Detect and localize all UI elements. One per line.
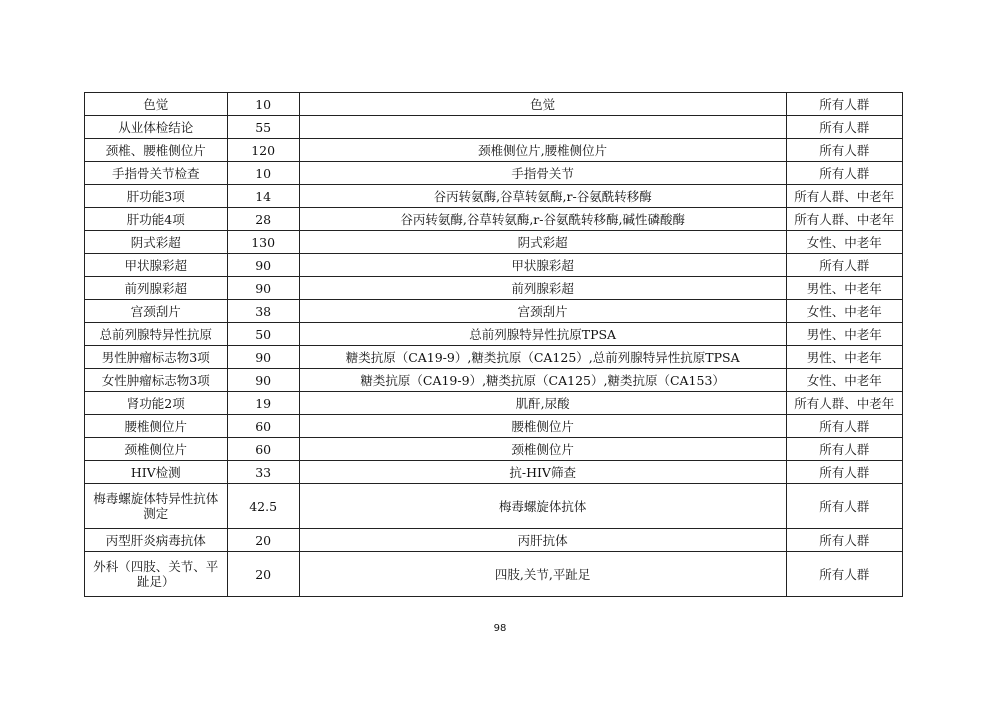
content-cell: 前列腺彩超 bbox=[299, 277, 786, 300]
table-row bbox=[85, 300, 903, 323]
content-cell: 腰椎侧位片 bbox=[299, 415, 786, 438]
price-cell: 90 bbox=[227, 254, 299, 277]
price-cell: 28 bbox=[227, 208, 299, 231]
target-group-cell: 女性、中老年 bbox=[786, 300, 902, 323]
content-cell: 宫颈刮片 bbox=[299, 300, 786, 323]
price-cell: 38 bbox=[227, 300, 299, 323]
target-group-cell: 所有人群 bbox=[786, 254, 902, 277]
content-cell: 阴式彩超 bbox=[299, 231, 786, 254]
item-name-cell: 丙型肝炎病毒抗体 bbox=[85, 529, 228, 552]
item-name-cell: HIV检测 bbox=[85, 461, 228, 484]
table-row bbox=[85, 415, 903, 438]
target-group-cell: 所有人群 bbox=[786, 162, 902, 185]
table-row bbox=[85, 162, 903, 185]
target-group-cell: 所有人群、中老年 bbox=[786, 208, 902, 231]
item-name-cell: 前列腺彩超 bbox=[85, 277, 228, 300]
table-row bbox=[85, 116, 903, 139]
table-row bbox=[85, 552, 903, 597]
item-name-cell: 外科（四肢、关节、平趾足） bbox=[85, 552, 228, 597]
target-group-cell: 女性、中老年 bbox=[786, 369, 902, 392]
item-name-cell: 手指骨关节检查 bbox=[85, 162, 228, 185]
price-cell: 90 bbox=[227, 277, 299, 300]
target-group-cell: 所有人群 bbox=[786, 438, 902, 461]
target-group-cell: 所有人群、中老年 bbox=[786, 185, 902, 208]
table-row bbox=[85, 185, 903, 208]
item-name-cell: 男性肿瘤标志物3项 bbox=[85, 346, 228, 369]
price-cell: 33 bbox=[227, 461, 299, 484]
table-row bbox=[85, 484, 903, 529]
price-cell: 60 bbox=[227, 415, 299, 438]
price-cell: 42.5 bbox=[227, 484, 299, 529]
price-cell: 14 bbox=[227, 185, 299, 208]
item-name-cell: 腰椎侧位片 bbox=[85, 415, 228, 438]
table-row bbox=[85, 254, 903, 277]
item-name-cell: 阴式彩超 bbox=[85, 231, 228, 254]
page-number: 98 bbox=[493, 623, 507, 634]
content-cell bbox=[299, 116, 786, 139]
price-cell: 20 bbox=[227, 529, 299, 552]
item-name-cell: 女性肿瘤标志物3项 bbox=[85, 369, 228, 392]
content-cell: 四肢,关节,平趾足 bbox=[299, 552, 786, 597]
item-name-cell: 颈椎、腰椎侧位片 bbox=[85, 139, 228, 162]
price-cell: 10 bbox=[227, 162, 299, 185]
item-name-cell: 肾功能2项 bbox=[85, 392, 228, 415]
target-group-cell: 所有人群 bbox=[786, 484, 902, 529]
target-group-cell: 所有人群 bbox=[786, 116, 902, 139]
content-cell: 糖类抗原（CA19-9）,糖类抗原（CA125）,总前列腺特异性抗原TPSA bbox=[299, 346, 786, 369]
price-cell: 130 bbox=[227, 231, 299, 254]
content-cell: 谷丙转氨酶,谷草转氨酶,r-谷氨酰转移酶,碱性磷酸酶 bbox=[299, 208, 786, 231]
table-row bbox=[85, 529, 903, 552]
table-row bbox=[85, 438, 903, 461]
target-group-cell: 所有人群 bbox=[786, 139, 902, 162]
item-name-cell: 梅毒螺旋体特异性抗体测定 bbox=[85, 484, 228, 529]
price-cell: 20 bbox=[227, 552, 299, 597]
content-cell: 糖类抗原（CA19-9）,糖类抗原（CA125）,糖类抗原（CA153） bbox=[299, 369, 786, 392]
content-cell: 丙肝抗体 bbox=[299, 529, 786, 552]
price-cell: 90 bbox=[227, 369, 299, 392]
price-cell: 50 bbox=[227, 323, 299, 346]
item-name-cell: 肝功能4项 bbox=[85, 208, 228, 231]
price-cell: 90 bbox=[227, 346, 299, 369]
exam-items-table bbox=[84, 92, 903, 597]
table-row bbox=[85, 369, 903, 392]
item-name-cell: 宫颈刮片 bbox=[85, 300, 228, 323]
target-group-cell: 所有人群、中老年 bbox=[786, 392, 902, 415]
item-name-cell: 甲状腺彩超 bbox=[85, 254, 228, 277]
target-group-cell: 所有人群 bbox=[786, 461, 902, 484]
content-cell: 谷丙转氨酶,谷草转氨酶,r-谷氨酰转移酶 bbox=[299, 185, 786, 208]
content-cell: 梅毒螺旋体抗体 bbox=[299, 484, 786, 529]
table-row bbox=[85, 208, 903, 231]
price-cell: 120 bbox=[227, 139, 299, 162]
target-group-cell: 所有人群 bbox=[786, 529, 902, 552]
target-group-cell: 所有人群 bbox=[786, 93, 902, 116]
price-cell: 60 bbox=[227, 438, 299, 461]
item-name-cell: 色觉 bbox=[85, 93, 228, 116]
table-row bbox=[85, 231, 903, 254]
content-cell: 颈椎侧位片,腰椎侧位片 bbox=[299, 139, 786, 162]
table-row bbox=[85, 346, 903, 369]
content-cell: 颈椎侧位片 bbox=[299, 438, 786, 461]
target-group-cell: 男性、中老年 bbox=[786, 346, 902, 369]
table-row bbox=[85, 392, 903, 415]
content-cell: 手指骨关节 bbox=[299, 162, 786, 185]
content-cell: 甲状腺彩超 bbox=[299, 254, 786, 277]
target-group-cell: 所有人群 bbox=[786, 552, 902, 597]
price-cell: 55 bbox=[227, 116, 299, 139]
item-name-cell: 颈椎侧位片 bbox=[85, 438, 228, 461]
table-row bbox=[85, 139, 903, 162]
target-group-cell: 女性、中老年 bbox=[786, 231, 902, 254]
price-cell: 19 bbox=[227, 392, 299, 415]
item-name-cell: 从业体检结论 bbox=[85, 116, 228, 139]
content-cell: 色觉 bbox=[299, 93, 786, 116]
table-row bbox=[85, 277, 903, 300]
price-cell: 10 bbox=[227, 93, 299, 116]
table-body bbox=[85, 93, 903, 597]
item-name-cell: 肝功能3项 bbox=[85, 185, 228, 208]
table-row bbox=[85, 461, 903, 484]
target-group-cell: 男性、中老年 bbox=[786, 323, 902, 346]
item-name-cell: 总前列腺特异性抗原 bbox=[85, 323, 228, 346]
target-group-cell: 所有人群 bbox=[786, 415, 902, 438]
content-cell: 肌酐,尿酸 bbox=[299, 392, 786, 415]
content-cell: 总前列腺特异性抗原TPSA bbox=[299, 323, 786, 346]
content-cell: 抗-HIV筛查 bbox=[299, 461, 786, 484]
table-row bbox=[85, 323, 903, 346]
target-group-cell: 男性、中老年 bbox=[786, 277, 902, 300]
table-row bbox=[85, 93, 903, 116]
